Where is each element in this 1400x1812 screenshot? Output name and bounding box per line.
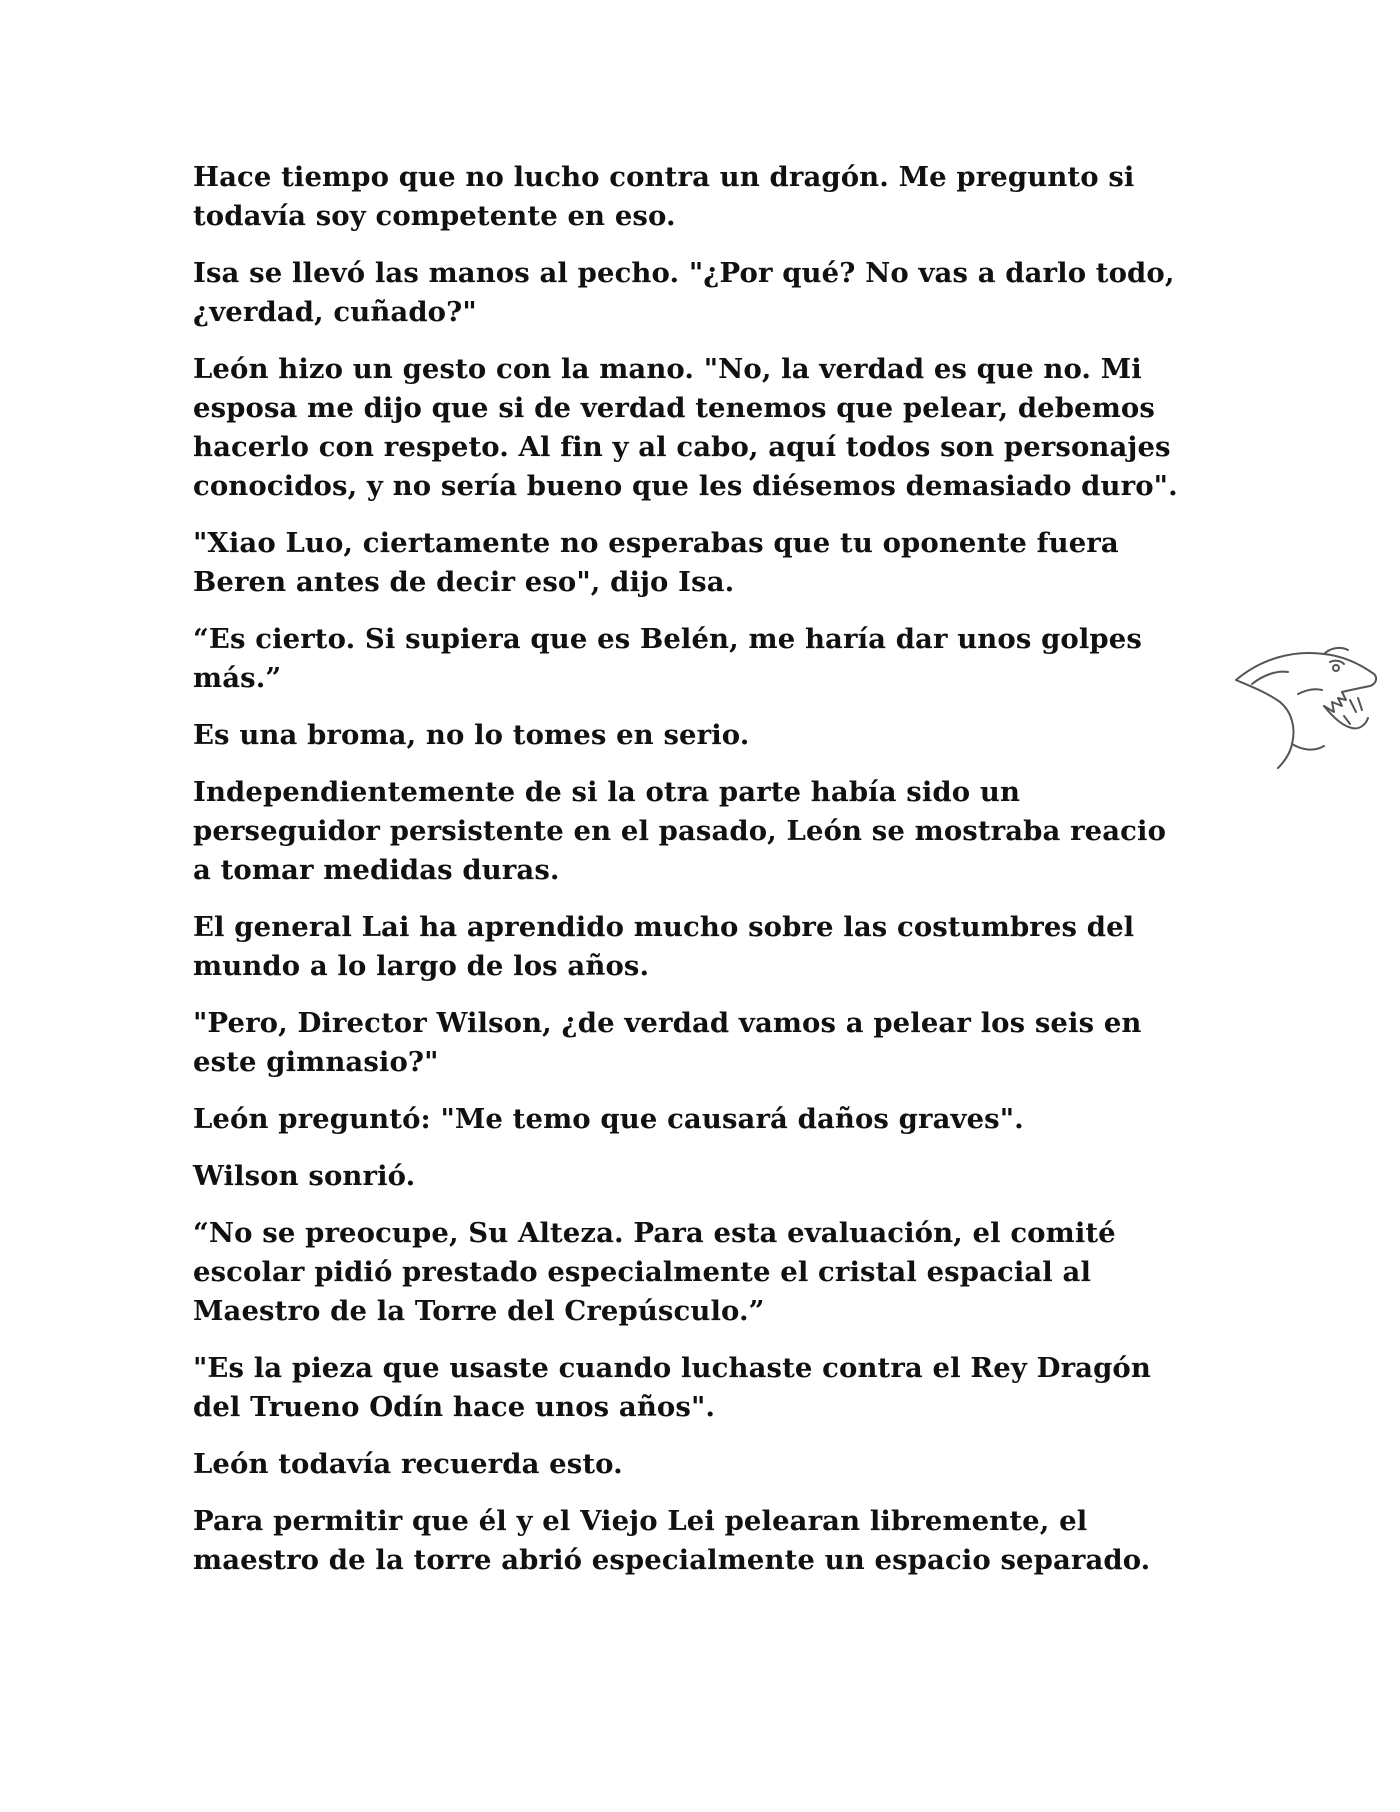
paragraph: Para permitir que él y el Viejo Lei pelearan libremente, el maestro de la torre abrió especialmente un espacio separado. xyxy=(193,1505,1151,1576)
paragraph: León preguntó: "Me temo que causará daños graves". xyxy=(193,1103,1024,1135)
paragraph: Isa se llevó las manos al pecho. "¿Por qué? No vas a darlo todo, ¿verdad, cuñado?" xyxy=(193,257,1175,328)
story-text xyxy=(193,158,1223,1598)
paragraph: "Es la pieza que usaste cuando luchaste contra el Rey Dragón del Trueno Odín hace unos años". xyxy=(193,1352,1151,1423)
paragraph: “No se preocupe, Su Alteza. Para esta evaluación, el comité escolar pidió prestado especialmente el cristal espacial al Maestro de la Torre del Crepúsculo.” xyxy=(193,1217,1116,1327)
dinosaur-sketch-icon xyxy=(1232,640,1382,770)
paragraph: León todavía recuerda esto. xyxy=(193,1448,623,1480)
paragraph: El general Lai ha aprendido mucho sobre las costumbres del mundo a lo largo de los años. xyxy=(193,911,1135,982)
paragraph: Hace tiempo que no lucho contra un dragón. Me pregunto si todavía soy competente en eso. xyxy=(193,161,1135,232)
paragraph: Independientemente de si la otra parte había sido un perseguidor persistente en el pasado, León se mostraba reacio a tomar medidas duras. xyxy=(193,776,1167,886)
paragraph: "Pero, Director Wilson, ¿de verdad vamos a pelear los seis en este gimnasio?" xyxy=(193,1007,1142,1078)
paragraph: Es una broma, no lo tomes en serio. xyxy=(193,719,750,751)
paragraph: “Es cierto. Si supiera que es Belén, me haría dar unos golpes más.” xyxy=(193,623,1142,694)
paragraph: León hizo un gesto con la mano. "No, la verdad es que no. Mi esposa me dijo que si de verdad tenemos que pelear, debemos hacerlo con respeto. Al fin y al cabo, aquí todos son personajes conocidos, y no sería bueno que les diésemos demasiado duro". xyxy=(193,353,1178,502)
paragraph: Wilson sonrió. xyxy=(193,1160,416,1192)
paragraph: "Xiao Luo, ciertamente no esperabas que tu oponente fuera Beren antes de decir eso", dijo Isa. xyxy=(193,527,1119,598)
